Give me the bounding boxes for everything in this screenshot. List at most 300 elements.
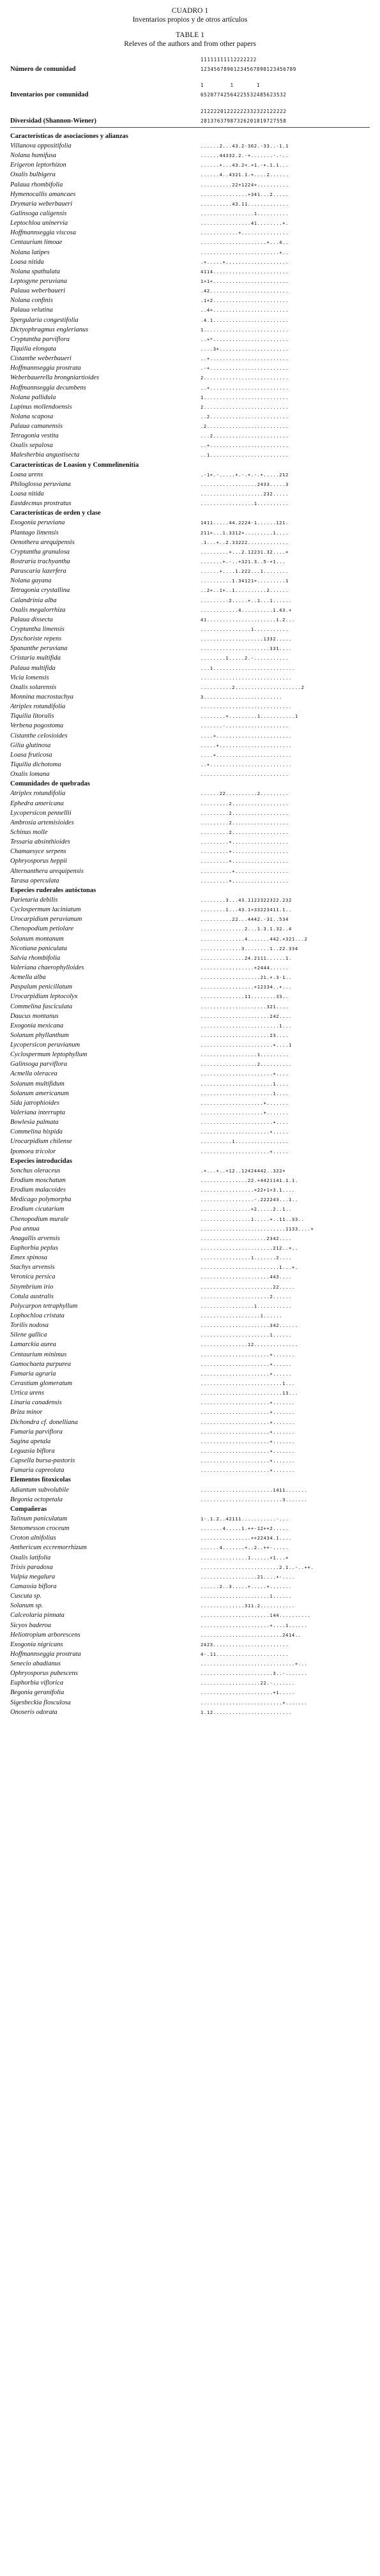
cover-values: ...........................1133....+: [201, 1225, 314, 1232]
species-name: Sigesbeckia flosculosa: [10, 1699, 71, 1706]
cover-values: ............4..........1.43.+: [201, 607, 292, 613]
table-row: [10, 1243, 370, 1253]
species-name: Tiquilia dichotoma: [10, 761, 61, 768]
section-title: Características de asociaciones y alianzas: [10, 132, 128, 140]
table-row: [10, 209, 370, 218]
table-row: [10, 1398, 370, 1407]
table-row: [10, 421, 370, 431]
species-name: Nolana pallidula: [10, 393, 56, 401]
table-row: [10, 1582, 370, 1591]
species-name: Cyclospermum laciniatum: [10, 906, 81, 914]
cover-values: ......4..4321.1.+....2......: [201, 172, 289, 178]
cover-values: 4-.11.......................: [201, 1651, 289, 1657]
cover-values: .........................1...+.: [201, 1264, 298, 1271]
species-name: Tarasa operculata: [10, 877, 59, 884]
table-row: [10, 1224, 370, 1234]
species-name: Weberbauerella brongniartioides: [10, 374, 100, 382]
cover-values: ..................2..........: [201, 1061, 292, 1068]
cover-values: 211+...1.3312+.........1....: [201, 529, 289, 536]
table-row: [10, 1050, 370, 1059]
table-row: [10, 1485, 370, 1495]
cover-values: .........+..................: [201, 849, 289, 855]
species-name: Emex spinosa: [10, 1254, 48, 1262]
table-row: [10, 1021, 370, 1031]
cover-values: 1...........................: [201, 394, 289, 400]
species-name: Erodium malacoides: [10, 1186, 66, 1194]
table-row: [10, 953, 370, 963]
species-name: Ophryosporus pubescens: [10, 1670, 78, 1678]
cover-values: ......44332.2.-+.......-.-..: [201, 153, 289, 159]
species-name: Alternanthera arequipensis: [10, 867, 84, 875]
header-values: 21222201222222332322122222: [201, 108, 287, 114]
table-row: [10, 1524, 370, 1533]
species-name: Senecio abadianus: [10, 1660, 61, 1668]
cover-values: .......................3..-.......: [201, 1671, 308, 1677]
cover-values: 1...........................: [201, 326, 289, 333]
species-name: Acmella alba: [10, 974, 46, 981]
cover-values: .........................2.1..-..++.: [201, 1564, 314, 1570]
species-name: Urocarpidium chilense: [10, 1138, 72, 1146]
species-name: Palaua velutina: [10, 307, 53, 314]
species-name: Solanum sp.: [10, 1602, 43, 1610]
cover-values: .-1+.-.....+.-.+.-.+.....212: [201, 471, 289, 478]
table-row: [10, 1089, 370, 1098]
cover-values: ....+........................: [201, 732, 292, 739]
cover-values: .......4.....1.++-12++2.....: [201, 1526, 289, 1532]
table-row: [10, 151, 370, 160]
cover-values: ..........................1...: [201, 1380, 295, 1386]
species-name: Valeriana interrupta: [10, 1109, 66, 1117]
species-name: Talinum paniculatum: [10, 1515, 68, 1522]
cover-values: .....................+...4..: [201, 239, 289, 246]
species-name: Stachys arvensis: [10, 1264, 55, 1271]
species-name: Polycarpon tetraphyllum: [10, 1302, 78, 1310]
species-name: Tetragonia vestita: [10, 432, 59, 440]
species-name: Anthericum eccremorrhizum: [10, 1544, 87, 1552]
table-row: [10, 141, 370, 151]
table-row: [10, 924, 370, 934]
cover-values: ..............2...1.3.1.32..4: [201, 926, 292, 932]
species-name: Parietaria debilis: [10, 896, 58, 904]
species-name: Cuscuta sp.: [10, 1593, 42, 1600]
cover-values: ..........43.11.............: [201, 201, 289, 207]
species-name: Commelina hispida: [10, 1128, 63, 1136]
species-name: Palaua weberbaueri: [10, 287, 66, 295]
cover-values: ..2+..1+..1..........2......: [201, 587, 289, 594]
cover-values: .................1..........: [201, 501, 289, 507]
species-name: Veronica persica: [10, 1273, 56, 1281]
cover-values: ...................21.+.3-1..: [201, 974, 292, 981]
species-name: Cryptantha parviflora: [10, 335, 70, 343]
table-row: [10, 335, 370, 344]
table-row: [10, 741, 370, 750]
header-values: 65207742564225532485623532: [201, 92, 287, 98]
cover-values: ...1..........................: [201, 665, 295, 671]
table-row: [10, 1514, 370, 1524]
section-heading: [10, 886, 370, 895]
cover-values: .................+2444......: [201, 964, 289, 971]
table-number: CUADRO 1: [171, 7, 209, 15]
table-row: [10, 1118, 370, 1127]
table-row: [10, 1649, 370, 1659]
table-row: [10, 683, 370, 692]
species-name: Commelina fasciculata: [10, 1003, 73, 1010]
cover-values: .2..........................: [201, 423, 289, 430]
species-name: Euphorbia viflorica: [10, 1679, 64, 1687]
table-row: [10, 944, 370, 953]
species-name: Plantago limensis: [10, 529, 59, 536]
cover-values: 1+1+........................: [201, 278, 289, 284]
species-name: Oxalis solarensis: [10, 683, 57, 691]
cover-values: ......................+.......: [201, 1351, 295, 1358]
table-row: [10, 1678, 370, 1688]
cover-values: ........1.....2.-...........: [201, 655, 289, 662]
table-row: [10, 199, 370, 209]
species-name: Paspalum penicillatum: [10, 983, 73, 991]
table-row: [10, 1466, 370, 1475]
table-row: [10, 1533, 370, 1543]
table-row: [10, 431, 370, 441]
species-name: Centaurium limoae: [10, 239, 63, 246]
header-values: 11111111112222222: [201, 57, 257, 63]
species-name: Daucus montanus: [10, 1012, 59, 1020]
header-values: 28137637987326201819727558: [201, 117, 287, 124]
cover-values: ......2..3.....+.....+.......: [201, 1583, 292, 1589]
species-name: Tiquilia elongata: [10, 345, 57, 352]
cover-values: ......4.......+..2..++-.....: [201, 1545, 289, 1551]
cover-values: .............................: [201, 674, 292, 681]
cover-values: .................1...........: [201, 1303, 292, 1309]
cover-values: ..................2433.....3: [201, 481, 289, 487]
cover-values: ..+*........................: [201, 336, 289, 342]
species-name: Fumaria capreolata: [10, 1467, 65, 1474]
table-row: [10, 1215, 370, 1224]
cover-values: .................1..........: [201, 210, 289, 216]
species-name: Exogonia mexicana: [10, 1022, 64, 1029]
table-row: [10, 973, 370, 982]
species-name: Camassia biflora: [10, 1582, 57, 1590]
species-name: Urocarpidium leptocolyx: [10, 993, 78, 1001]
species-name: Tessaria absinthioides: [10, 838, 70, 846]
table-row: [10, 528, 370, 538]
table-row: [10, 1572, 370, 1582]
species-name: Lycopersicon pennellii: [10, 809, 72, 817]
cover-values: ..........1.................: [201, 1139, 289, 1145]
cover-values: .........2.....+..1...1......: [201, 597, 292, 603]
species-name: Cristaria multifida: [10, 655, 61, 662]
table-row: [10, 1553, 370, 1563]
cover-values: ...............+341...2.....: [201, 191, 289, 197]
table-row: [10, 692, 370, 702]
cover-values: .........+..................: [201, 877, 289, 884]
species-name: Malesherbia angustisecta: [10, 451, 80, 459]
table-row: [10, 170, 370, 179]
table-row: [10, 1669, 370, 1678]
species-name: Cryptantha granulosa: [10, 548, 70, 556]
species-name: Palaua multifida: [10, 664, 56, 672]
cover-values: ......................23....: [201, 1032, 289, 1038]
table-row: [10, 296, 370, 305]
table-row: [10, 499, 370, 508]
table-row: [10, 1166, 370, 1176]
species-name: Hoffmannseggia decumbens: [10, 384, 86, 391]
cover-values: ....................1332.....: [201, 636, 292, 642]
table-row: [10, 769, 370, 779]
table-row: [10, 1437, 370, 1446]
table-row: [10, 1379, 370, 1388]
table-row: [10, 963, 370, 973]
table-row: [10, 1311, 370, 1321]
table-row: [10, 1446, 370, 1456]
cover-values: ........+.........1...........1: [201, 713, 298, 720]
cover-values: .........2..................: [201, 800, 289, 807]
species-name: Anagallis arvensis: [10, 1234, 60, 1242]
cover-values: ..................1.........: [201, 1052, 289, 1058]
table-row: [10, 1601, 370, 1610]
table-subtitle-en: Releves of the authors and from other papers: [124, 40, 256, 48]
cover-values: ......................+.....: [201, 1148, 289, 1155]
header-label: Inventarios por comunidad: [10, 91, 89, 99]
species-name: Sagina apetala: [10, 1437, 51, 1445]
cover-values: .......................1....: [201, 1090, 289, 1096]
table-row: [10, 596, 370, 605]
cover-values: ..1.........................: [201, 452, 289, 458]
table-row: [10, 1059, 370, 1069]
cover-values: .............3........1..22.334: [201, 945, 298, 951]
species-name: Leguasia biflora: [10, 1447, 55, 1455]
table-row: [10, 1262, 370, 1272]
table-row: [10, 895, 370, 905]
cover-values: ....................+.......: [201, 1110, 289, 1116]
cover-values: ......................+.......: [201, 1458, 295, 1464]
cover-values: .......................+....: [201, 1119, 289, 1126]
species-name: Loasa nitida: [10, 258, 44, 266]
table-row: [10, 818, 370, 828]
table-row: [10, 190, 370, 199]
table-row: [10, 547, 370, 557]
cover-values: .....................321....: [201, 1003, 289, 1010]
cover-values: ..........+.................: [201, 868, 289, 874]
species-name: Lupinus mollendoensis: [10, 403, 72, 411]
species-name: Erigeron leptorhizon: [10, 162, 66, 169]
cover-values: 2423........................: [201, 1641, 289, 1648]
species-name: Loasa nitida: [10, 490, 44, 498]
cover-values: ......................+......: [201, 1370, 292, 1377]
cover-values: ................41........+.: [201, 220, 289, 227]
species-name: Monnina macrostachya: [10, 693, 74, 701]
cover-values: .......................212..+..: [201, 1245, 298, 1252]
species-name: Drymaria weberbaueri: [10, 200, 73, 208]
table-row: [10, 1176, 370, 1185]
cover-values: .........2..................: [201, 810, 289, 816]
section-title: Especies ruderales autóctonas: [10, 886, 96, 894]
species-name: Hoffmannseggia prostrata: [10, 365, 81, 372]
species-name: Atriplex rotundifolia: [10, 703, 66, 711]
table-row: [10, 1427, 370, 1437]
cover-values: .........................1...: [201, 1022, 292, 1029]
species-name: Calandrinia alba: [10, 596, 57, 604]
table-row: [10, 576, 370, 586]
cover-values: ..........................+.......: [201, 1699, 308, 1706]
table-row: [10, 393, 370, 402]
table-row: [10, 605, 370, 615]
species-name: Nicotiana paniculata: [10, 944, 67, 952]
cover-values: .......................+1.....: [201, 1690, 295, 1696]
cover-values: 41......................1.2...: [201, 616, 295, 623]
cover-values: .................+22+1+3.1....: [201, 1187, 295, 1193]
species-name: Acmella oleracea: [10, 1070, 57, 1078]
cover-values: .....................2342....: [201, 1235, 292, 1241]
species-name: Hymenocallis amancaes: [10, 190, 76, 198]
table-row: [10, 721, 370, 731]
table-row: [10, 625, 370, 634]
species-name: Urocarpidium peruvianum: [10, 916, 82, 923]
cover-values: ..........................13...: [201, 1390, 298, 1397]
table-row: [10, 160, 370, 170]
species-name: Philoglossa peruviana: [10, 480, 71, 488]
species-name: Croton alnifolius: [10, 1534, 56, 1542]
species-name: Begonia geranifolia: [10, 1689, 65, 1697]
species-name: Nolana gayana: [10, 577, 52, 585]
table-row: [10, 1002, 370, 1011]
table-row: [10, 538, 370, 547]
species-name: Cryptantha limensis: [10, 626, 65, 633]
species-name: Oxalis lomana: [10, 771, 50, 778]
species-name: Torilis nodosa: [10, 1322, 49, 1330]
table-row: [10, 1108, 370, 1118]
table-row: [10, 634, 370, 644]
header-row: [10, 107, 370, 116]
cover-values: ......................+.......: [201, 1448, 295, 1454]
cover-values: 1-.1.2..42111...........-...: [201, 1515, 289, 1522]
species-name: Capsella bursa-pastoris: [10, 1457, 75, 1465]
species-name: Oenothera arequipensis: [10, 538, 75, 546]
divider: [10, 127, 370, 128]
table-row: [10, 518, 370, 527]
species-name: Dichondra cf. donelliana: [10, 1418, 78, 1426]
species-name: Leptogyne peruviana: [10, 277, 67, 285]
table-row: [10, 267, 370, 277]
table-row: [10, 480, 370, 489]
species-name: Exogonia nigricans: [10, 1640, 63, 1648]
table-row: [10, 1292, 370, 1301]
header-row: [10, 55, 370, 64]
cover-values: ......................331....: [201, 646, 292, 652]
species-name: Sida jatrophioides: [10, 1099, 59, 1107]
section-heading: [10, 1156, 370, 1166]
cover-values: ..........1.34121+.........1: [201, 578, 289, 584]
table-row: [10, 1369, 370, 1379]
species-name: Ambrosia artemisioides: [10, 819, 74, 826]
table-row: [10, 1621, 370, 1630]
table-row: [10, 325, 370, 335]
cover-values: ............+...............: [201, 230, 289, 236]
cover-values: ..............11........33..: [201, 994, 289, 1000]
cover-values: ......................+.....: [201, 1129, 289, 1135]
species-name: Lamarckia aurea: [10, 1341, 56, 1349]
cover-values: ....+........................: [201, 752, 292, 758]
cover-values: ..4+........................: [201, 307, 289, 314]
table-row: [10, 1456, 370, 1466]
table-row: [10, 1147, 370, 1156]
cover-values: .......................1....: [201, 1080, 289, 1087]
species-name: Begonia octopetala: [10, 1496, 63, 1503]
table-row: [10, 750, 370, 760]
cover-values: ............................: [201, 771, 289, 778]
table-row: [10, 277, 370, 286]
species-name: Palaua rhombifolia: [10, 181, 63, 188]
section-title: Compañeras: [10, 1505, 47, 1513]
table-row: [10, 1360, 370, 1369]
table-row: [10, 286, 370, 296]
header-label: Número de comunidad: [10, 66, 76, 73]
cover-values: ......................1......: [201, 1593, 292, 1600]
table-row: [10, 1330, 370, 1340]
header-label: Diversidad (Shannon-Wiener): [10, 117, 96, 125]
cover-values: ....................232.....: [201, 491, 289, 497]
cover-values: .....+.......................: [201, 742, 292, 748]
table-row: [10, 248, 370, 257]
species-name: Salvia rhombifolia: [10, 954, 61, 962]
cover-values: ...............22.+4421141.1.1.: [201, 1178, 298, 1184]
cover-values: .-+.........................: [201, 365, 289, 372]
section-title: Comunidades de quebradas: [10, 780, 90, 788]
table-row: [10, 354, 370, 363]
species-name: Verbena pogostoma: [10, 722, 64, 730]
table-row: [10, 363, 370, 373]
cover-values: .42.........................: [201, 288, 289, 294]
section-heading: [10, 1475, 370, 1485]
cover-values: ..2.........................: [201, 413, 289, 420]
species-name: Centaurium minimus: [10, 1351, 67, 1358]
cover-values: ................++22434.1....: [201, 1535, 292, 1542]
cover-values: ......................+.......: [201, 1467, 295, 1474]
cover-values: ..............311.2...........: [201, 1603, 295, 1609]
species-name: Galinsoga parviflora: [10, 1061, 67, 1068]
cover-values: ..............................+...: [201, 1661, 308, 1667]
cover-values: .+...+..+12..12424442..322+: [201, 1167, 286, 1174]
table-row: [10, 1495, 370, 1504]
table-row: [10, 218, 370, 228]
cover-values: ..........22...4442.-31..534: [201, 916, 289, 923]
cover-values: .................+12334..+...: [201, 984, 292, 990]
table-row: [10, 856, 370, 866]
species-name: Nolana humifusa: [10, 152, 57, 160]
species-name: Palaua dissecta: [10, 616, 53, 623]
species-name: Parascaria lazerfera: [10, 568, 66, 575]
header-row: [10, 116, 370, 126]
table-row: [10, 1098, 370, 1108]
table-row: [10, 1350, 370, 1360]
table-row: [10, 1127, 370, 1137]
cover-values: .......................22.....: [201, 1284, 295, 1290]
table-row: [10, 1563, 370, 1572]
table-row: [10, 383, 370, 393]
cover-values: 3.........................: [201, 694, 283, 700]
table-row: [10, 615, 370, 625]
species-name: Fumaria agraria: [10, 1370, 56, 1377]
species-name: Cistanthe weberbaueri: [10, 355, 72, 363]
table-row: [10, 905, 370, 914]
cover-values: .........2..................: [201, 829, 289, 835]
cover-values: ........1...43.1+33223411.1..: [201, 907, 292, 913]
species-name: Briza minor: [10, 1409, 43, 1416]
header-values: 12345678901234567890123456789: [201, 66, 296, 73]
section-heading: [10, 132, 370, 141]
species-name: Erodium cicutarium: [10, 1206, 65, 1213]
cover-values: .1...+..2.33222.............: [201, 539, 289, 545]
species-name: Lycopersicon peruvianum: [10, 1042, 80, 1049]
